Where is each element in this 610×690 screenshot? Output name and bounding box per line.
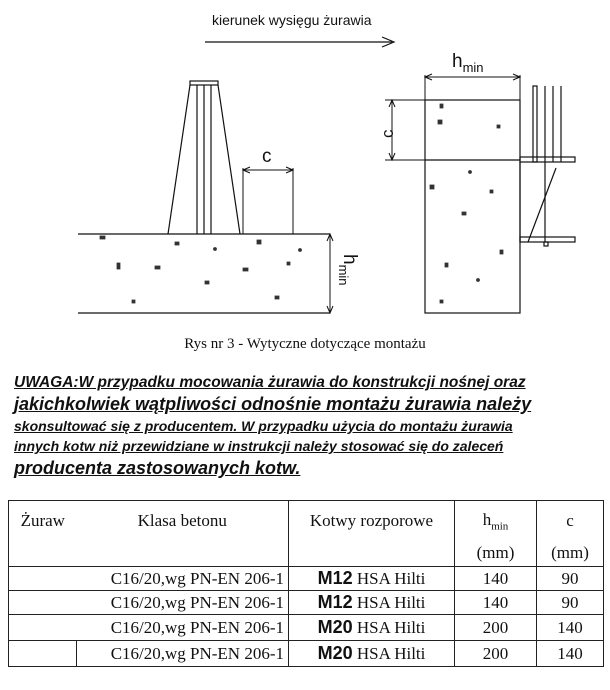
right-concrete-wall — [425, 100, 520, 313]
row-concrete: C16/20,wg PN-EN 206-1 — [77, 591, 289, 615]
left-crane-base — [168, 81, 240, 234]
direction-label: kierunek wysięgu żurawia — [212, 12, 372, 28]
right-hmin-main: h — [452, 51, 463, 72]
row-hmin: 140 — [455, 591, 537, 615]
row-bolt-size: M20 — [317, 643, 353, 663]
right-hmin-sub: min — [462, 59, 484, 75]
row-concrete: C16/20,wg PN-EN 206-1 — [77, 567, 289, 591]
right-c-label: c — [378, 129, 397, 138]
header-crane: Żuraw — [9, 501, 77, 541]
unit-crane-blank — [9, 541, 77, 567]
header-c: c — [537, 501, 604, 541]
table-row — [9, 615, 604, 641]
direction-arrow — [205, 37, 394, 47]
note-line-3: skonsultować się z producentem. W przypadku użycia do montażu żurawia — [14, 418, 513, 434]
unit-hmin: (mm) — [455, 541, 537, 567]
left-slab-aggregate — [100, 236, 302, 303]
anchor-table — [8, 500, 604, 667]
right-wall-bracket — [520, 86, 575, 246]
left-hmin-main: h — [339, 254, 360, 265]
right-wall-aggregate — [430, 104, 503, 303]
table-header-row — [9, 501, 604, 541]
warning-note — [14, 374, 599, 482]
row-crane — [9, 641, 77, 667]
left-c-label: c — [262, 146, 272, 167]
right-hmin-label — [452, 51, 484, 75]
row-c: 140 — [537, 641, 604, 667]
table-row — [9, 591, 604, 615]
note-line-5: producenta zastosowanych kotw. — [14, 458, 301, 478]
row-anchor-type: HSA Hilti — [356, 569, 426, 588]
row-hmin: 200 — [455, 641, 537, 667]
row-bolt-size: M12 — [317, 568, 353, 588]
row-anchor-type: HSA Hilti — [356, 644, 426, 663]
row-concrete: C16/20,wg PN-EN 206-1 — [77, 615, 289, 641]
row-anchor-type: HSA Hilti — [356, 618, 426, 637]
mounting-diagram — [0, 0, 610, 330]
row-c: 140 — [537, 615, 604, 641]
mounting-drawing — [0, 0, 610, 330]
row-c: 90 — [537, 591, 604, 615]
row-concrete: C16/20,wg PN-EN 206-1 — [77, 641, 289, 667]
row-anchor-type: HSA Hilti — [356, 593, 426, 612]
row-anchor — [289, 567, 455, 591]
row-anchor — [289, 641, 455, 667]
right-hmin-dimension — [425, 74, 520, 100]
unit-concrete-blank — [77, 541, 289, 567]
header-anchors: Kotwy rozporowe — [289, 501, 455, 541]
row-bolt-size: M12 — [317, 592, 353, 612]
note-line-1: UWAGA:W przypadku mocowania żurawia do konstrukcji nośnej oraz — [14, 374, 526, 391]
row-crane — [9, 615, 77, 641]
row-crane — [9, 591, 77, 615]
row-anchor — [289, 591, 455, 615]
figure-caption: Rys nr 3 - Wytyczne dotyczące montażu — [184, 336, 426, 352]
table-unit-row — [9, 541, 604, 567]
note-line-2: jakichkolwiek wątpliwości odnośnie montażu żurawia należy — [14, 394, 532, 414]
left-c-dimension — [243, 167, 293, 234]
header-hmin-sub: min — [491, 519, 509, 532]
left-concrete-slab — [78, 234, 330, 313]
row-hmin: 200 — [455, 615, 537, 641]
unit-anchors-blank — [289, 541, 455, 567]
left-hmin-dimension — [327, 234, 333, 313]
row-hmin: 140 — [455, 567, 537, 591]
header-hmin — [455, 501, 537, 541]
table-row — [9, 641, 604, 667]
row-bolt-size: M20 — [317, 617, 353, 637]
header-concrete-class: Klasa betonu — [77, 501, 289, 541]
row-c: 90 — [537, 567, 604, 591]
row-anchor — [289, 615, 455, 641]
table-row — [9, 567, 604, 591]
left-hmin-sub: min — [336, 264, 352, 286]
unit-c: (mm) — [537, 541, 604, 567]
left-hmin-label — [336, 254, 360, 286]
note-line-4: innych kotw niż przewidziane w instrukcji należy stosować się do zaleceń — [14, 438, 504, 454]
row-crane — [9, 567, 77, 591]
header-hmin-main: h — [482, 509, 492, 529]
